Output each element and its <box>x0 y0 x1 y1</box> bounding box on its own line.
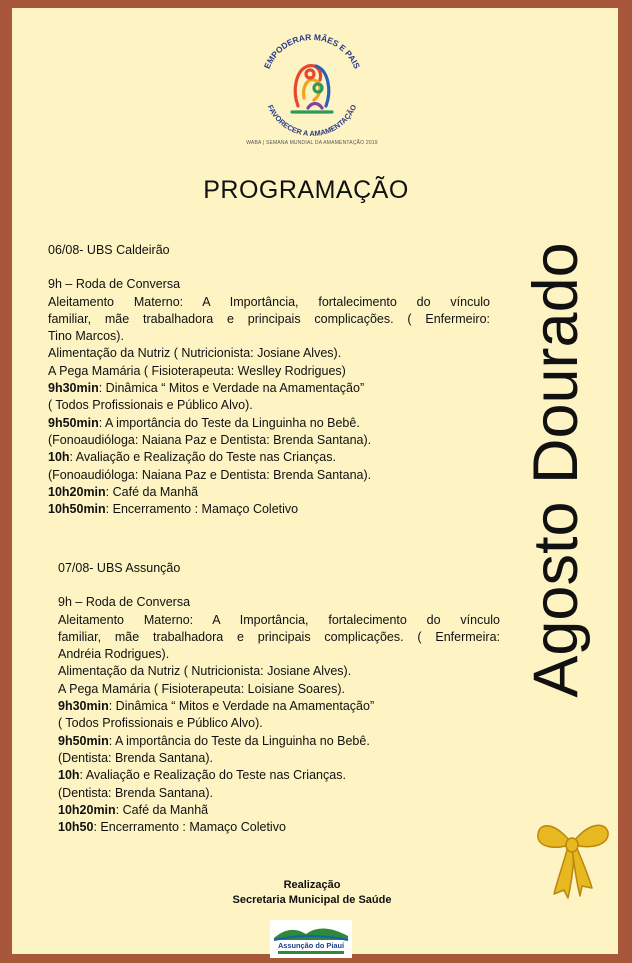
logo-bottom-text: FAVORECER A AMAMENTAÇÃO <box>265 103 359 139</box>
schedule-text: : Café da Manhã <box>105 484 199 499</box>
schedule-text: Tino Marcos). <box>48 329 124 344</box>
day1-lines <box>48 276 490 518</box>
schedule-text: A Pega Mamária ( Fisioterapeuta: Weslley Rodrigues) <box>48 363 346 378</box>
day2-heading: 07/08- UBS Assunção <box>58 561 181 575</box>
schedule-line <box>48 467 490 484</box>
side-title: Agosto Dourado <box>521 242 591 698</box>
schedule-line <box>48 397 490 414</box>
schedule-text: ( Todos Profissionais e Público Alvo). <box>48 398 253 413</box>
schedule-text: (Dentista: Brenda Santana). <box>58 750 213 765</box>
schedule-line <box>58 819 500 836</box>
logo-caption: WABA | SEMANA MUNDIAL DA AMAMENTAÇÃO 2019 <box>246 140 378 146</box>
schedule-line <box>58 646 500 663</box>
town-logo <box>270 920 352 958</box>
schedule-time: 9h50min <box>58 733 109 748</box>
schedule-line <box>58 594 500 611</box>
schedule-text: A Pega Mamária ( Fisioterapeuta: Loisiane Soares). <box>58 681 345 696</box>
schedule-time: 9h – <box>58 595 86 610</box>
schedule-text: Alimentação da Nutriz ( Nutricionista: Josiane Alves). <box>48 346 342 361</box>
schedule-time: 9h50min <box>48 415 99 430</box>
schedule-text: familiar, mãe trabalhadora e principais complicações. ( Enfermeiro: <box>48 311 490 326</box>
schedule-text: : Dinâmica “ Mitos e Verdade na Amamentação” <box>108 699 375 714</box>
schedule-line <box>58 629 500 646</box>
schedule-line <box>48 294 490 311</box>
schedule-time: 10h <box>58 768 80 783</box>
schedule-text: : Avaliação e Realização do Teste nas Crianças. <box>79 768 346 783</box>
schedule-text: : Café da Manhã <box>115 802 209 817</box>
schedule-text: : A importância do Teste da Linguinha no Bebê. <box>108 733 370 748</box>
schedule-text: familiar, mãe trabalhadora e principais complicações. ( Enfermeira: <box>58 629 500 644</box>
schedule-time: 9h – <box>48 277 76 292</box>
schedule-line <box>58 612 500 629</box>
schedule-line <box>48 363 490 380</box>
schedule-text: Andréia Rodrigues). <box>58 647 170 662</box>
schedule-text: (Dentista: Brenda Santana). <box>58 785 213 800</box>
schedule-line <box>48 449 490 466</box>
logo-top-text: EMPODERAR MÃES E PAIS <box>261 31 363 71</box>
schedule-text: ( Todos Profissionais e Público Alvo). <box>58 716 263 731</box>
schedule-line <box>58 663 500 680</box>
schedule-line <box>58 733 500 750</box>
schedule-line <box>58 767 500 784</box>
schedule-line <box>48 501 490 518</box>
schedule-time: 10h <box>48 450 70 465</box>
schedule-text: (Fonoaudióloga: Naiana Paz e Dentista: Brenda Santana). <box>48 467 372 482</box>
schedule-time: 10h50 <box>58 820 94 835</box>
schedule-line <box>58 802 500 819</box>
day1-schedule <box>48 242 490 518</box>
schedule-text: Alimentação da Nutriz ( Nutricionista: Josiane Alves). <box>58 664 352 679</box>
footer-line1: Realização <box>283 879 341 891</box>
schedule-text: Roda de Conversa <box>85 595 191 610</box>
schedule-text: : Avaliação e Realização do Teste nas Crianças. <box>69 450 336 465</box>
schedule-line <box>48 484 490 501</box>
golden-ribbon-icon <box>530 810 614 900</box>
schedule-time: 9h30min <box>58 699 109 714</box>
page-title: PROGRAMAÇÃO <box>203 176 409 204</box>
schedule-line <box>48 311 490 328</box>
schedule-line <box>48 432 490 449</box>
schedule-line <box>48 328 490 345</box>
campaign-logo <box>252 28 372 140</box>
day2-schedule <box>58 560 500 836</box>
schedule-line <box>48 380 490 397</box>
schedule-text: : A importância do Teste da Linguinha no Bebê. <box>98 415 360 430</box>
schedule-text: : Encerramento : Mamaço Coletivo <box>105 502 299 517</box>
schedule-line <box>58 715 500 732</box>
svg-text:FAVORECER A AMAMENTAÇÃO <box>266 103 359 138</box>
schedule-time: 9h30min <box>48 381 99 396</box>
schedule-text: (Fonoaudióloga: Naiana Paz e Dentista: Brenda Santana). <box>48 432 372 447</box>
schedule-line <box>48 415 490 432</box>
schedule-time: 10h20min <box>48 484 106 499</box>
schedule-line <box>58 698 500 715</box>
schedule-line <box>48 345 490 362</box>
day2-lines <box>58 594 500 836</box>
town-logo-name: Assunção do Piauí <box>277 941 345 950</box>
footer-line2: Secretaria Municipal de Saúde <box>232 894 392 906</box>
schedule-line <box>58 785 500 802</box>
schedule-time: 10h50min <box>48 502 106 517</box>
schedule-text: Roda de Conversa <box>75 277 181 292</box>
schedule-line <box>58 681 500 698</box>
schedule-line <box>48 276 490 293</box>
schedule-time: 10h20min <box>58 802 116 817</box>
schedule-text: Aleitamento Materno: A Importância, fortalecimento do vínculo <box>58 612 500 627</box>
family-figure-icon <box>292 66 332 112</box>
schedule-text: Aleitamento Materno: A Importância, fortalecimento do vínculo <box>48 294 490 309</box>
footer <box>172 878 452 908</box>
schedule-line <box>58 750 500 767</box>
day1-heading: 06/08- UBS Caldeirão <box>48 243 170 257</box>
schedule-text: : Dinâmica “ Mitos e Verdade na Amamentação” <box>98 381 365 396</box>
schedule-text: : Encerramento : Mamaço Coletivo <box>93 820 286 835</box>
